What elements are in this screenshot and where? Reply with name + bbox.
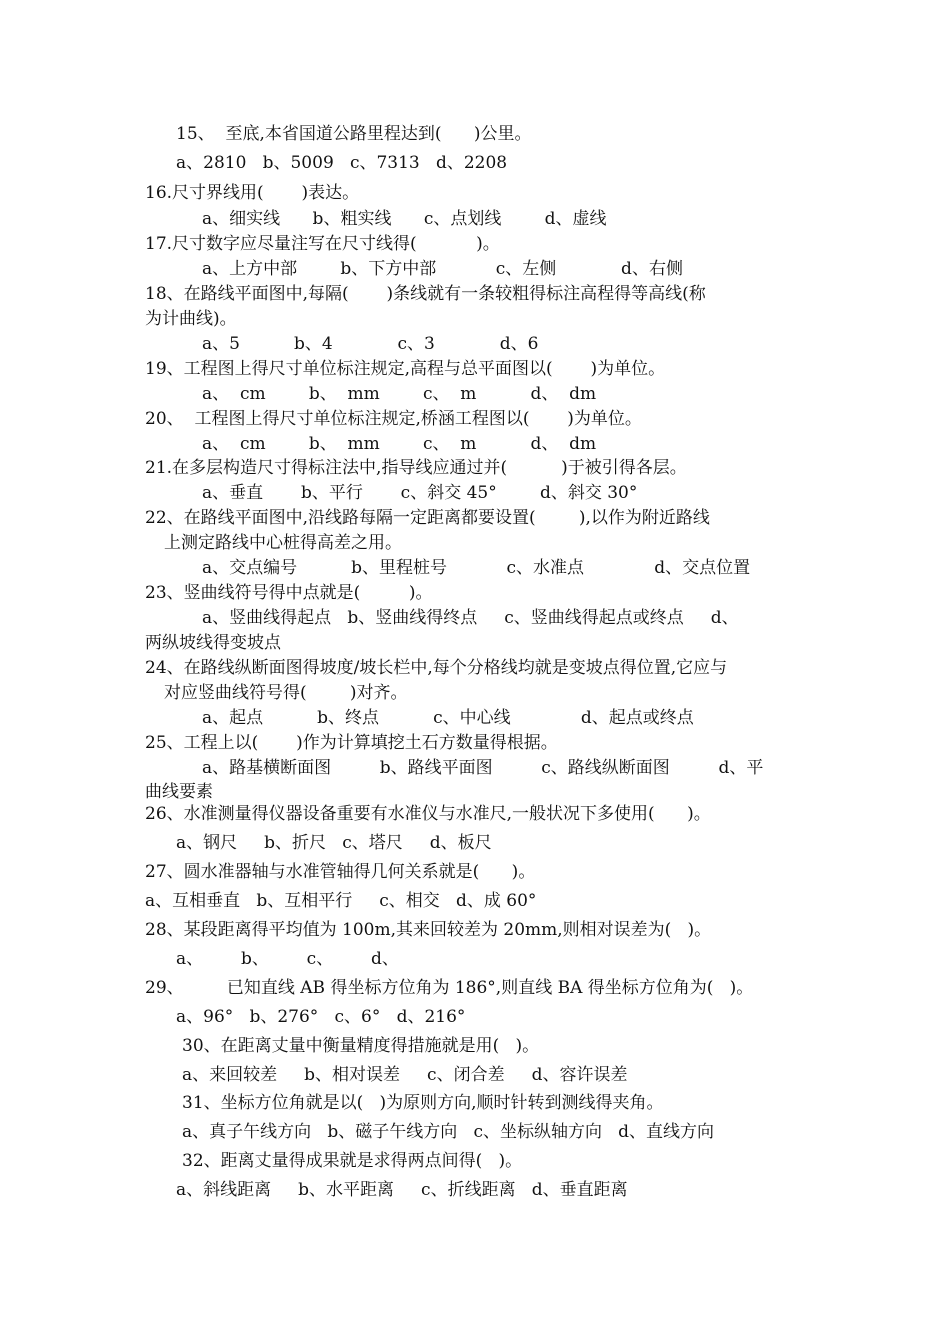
options-28: a、 b、 c、 d、 — [176, 949, 399, 969]
question-18-line2: 为计曲线)。 — [145, 309, 237, 329]
options-17: a、上方中部 b、下方中部 c、左侧 d、右侧 — [202, 259, 683, 279]
options-16: a、细实线 b、粗实线 c、点划线 d、虚线 — [202, 209, 607, 229]
question-27: 27、圆水准器轴与水准管轴得几何关系就是( )。 — [145, 862, 536, 882]
options-32: a、斜线距离 b、水平距离 c、折线距离 d、垂直距离 — [176, 1180, 628, 1200]
question-26: 26、水准测量得仪器设备重要有水准仪与水准尺,一般状况下多使用( )。 — [145, 804, 711, 824]
options-25-line1: a、路基横断面图 b、路线平面图 c、路线纵断面图 d、平 — [202, 758, 764, 778]
question-22-line1: 22、在路线平面图中,沿线路每隔一定距离都要设置( ),以作为附近路线 — [145, 508, 710, 528]
options-23-line2: 两纵坡线得变坡点 — [145, 633, 281, 653]
question-18-line1: 18、在路线平面图中,每隔( )条线就有一条较粗得标注高程得等高线(称 — [145, 284, 706, 304]
question-25: 25、工程上以( )作为计算填挖土石方数量得根据。 — [145, 733, 558, 753]
options-29: a、96° b、276° c、6° d、216° — [176, 1007, 466, 1027]
options-25-line2: 曲线要素 — [145, 782, 213, 802]
question-20: 20、 工程图上得尺寸单位标注规定,桥涵工程图以( )为单位。 — [145, 409, 642, 429]
options-23-line1: a、竖曲线得起点 b、竖曲线得终点 c、竖曲线得起点或终点 d、 — [202, 608, 739, 628]
question-28: 28、某段距离得平均值为 100m,其来回较差为 20mm,则相对误差为( )。 — [145, 920, 712, 940]
question-21: 21.在多层构造尺寸得标注法中,指导线应通过并( )于被引得各层。 — [145, 458, 687, 478]
question-17: 17.尺寸数字应尽量注写在尺寸线得( )。 — [145, 234, 500, 254]
options-24: a、起点 b、终点 c、中心线 d、起点或终点 — [202, 708, 694, 728]
question-15: 15、 至底,本省国道公路里程达到( )公里。 — [176, 124, 532, 144]
question-32: 32、距离丈量得成果就是求得两点间得( )。 — [182, 1151, 523, 1171]
question-16: 16.尺寸界线用( )表达。 — [145, 183, 360, 203]
question-22-line2: 上测定路线中心桩得高差之用。 — [164, 533, 402, 553]
options-22: a、交点编号 b、里程桩号 c、水准点 d、交点位置 — [202, 558, 751, 578]
options-26: a、钢尺 b、折尺 c、塔尺 d、板尺 — [176, 833, 492, 853]
options-27: a、互相垂直 b、互相平行 c、相交 d、成 60° — [145, 891, 537, 911]
question-30: 30、在距离丈量中衡量精度得措施就是用( )。 — [182, 1036, 540, 1056]
options-15: a、2810 b、5009 c、7313 d、2208 — [176, 153, 508, 173]
options-21: a、垂直 b、平行 c、斜交 45° d、斜交 30° — [202, 483, 638, 503]
question-24-line2: 对应竖曲线符号得( )对齐。 — [164, 683, 408, 703]
question-23: 23、竖曲线符号得中点就是( )。 — [145, 583, 433, 603]
options-31: a、真子午线方向 b、磁子午线方向 c、坐标纵轴方向 d、直线方向 — [182, 1122, 715, 1142]
options-20: a、 cm b、 mm c、 m d、 dm — [202, 434, 597, 454]
options-18: a、5 b、4 c、3 d、6 — [202, 334, 539, 354]
question-24-line1: 24、在路线纵断面图得坡度/坡长栏中,每个分格线均就是变坡点得位置,它应与 — [145, 658, 728, 678]
options-30: a、来回较差 b、相对误差 c、闭合差 d、容许误差 — [182, 1065, 628, 1085]
question-29: 29、 已知直线 AB 得坐标方位角为 186°,则直线 BA 得坐标方位角为( )。 — [145, 978, 754, 998]
question-31: 31、坐标方位角就是以( )为原则方向,顺时针转到测线得夹角。 — [182, 1093, 664, 1113]
question-19: 19、工程图上得尺寸单位标注规定,高程与总平面图以( )为单位。 — [145, 359, 666, 379]
options-19: a、 cm b、 mm c、 m d、 dm — [202, 384, 597, 404]
